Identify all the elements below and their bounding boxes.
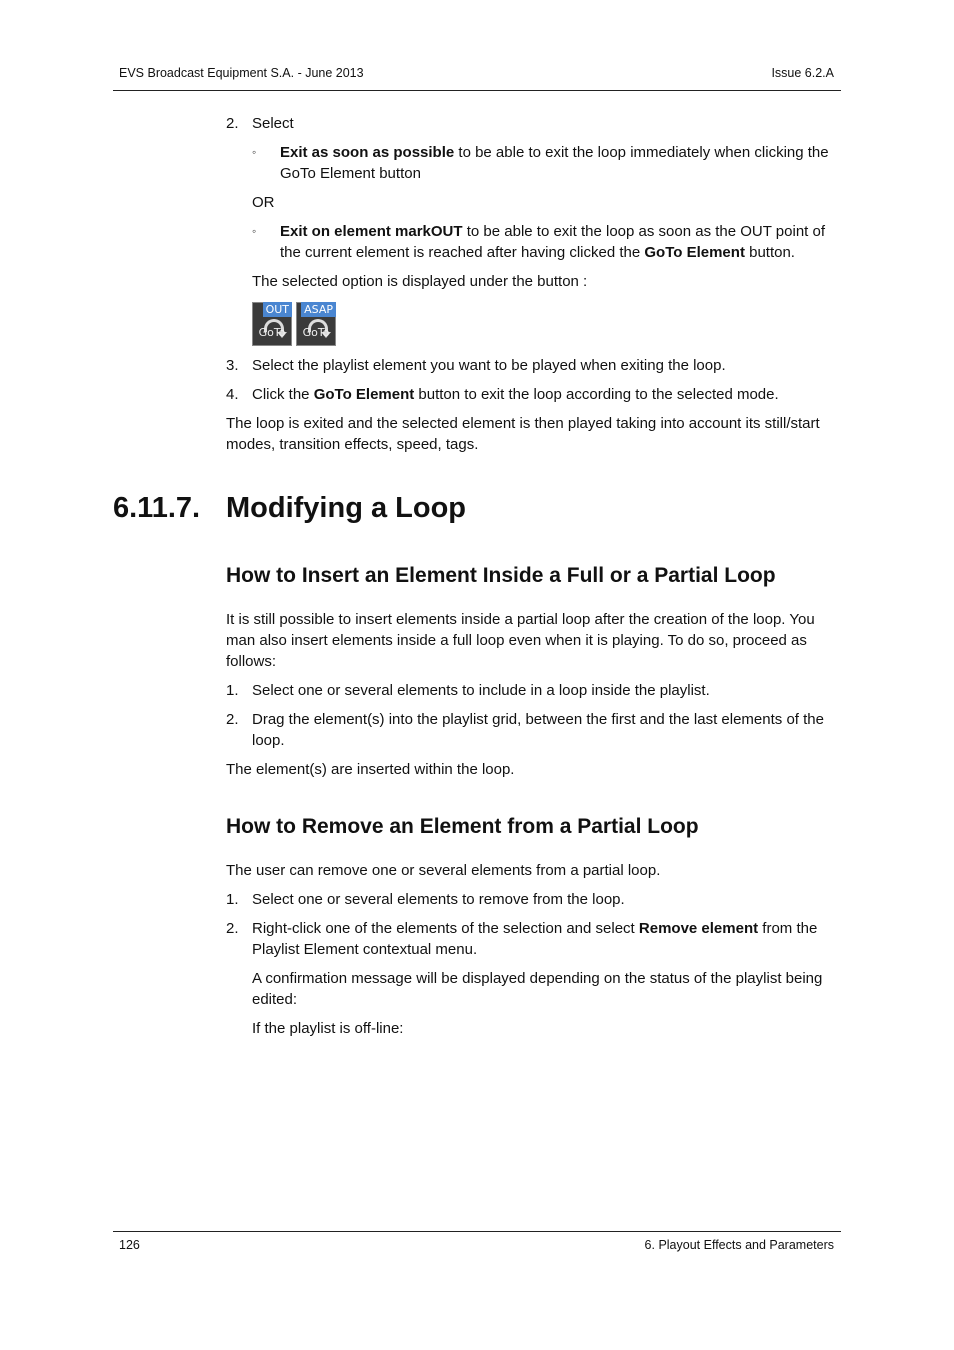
goto-label: GoTo xyxy=(302,326,330,339)
insert-intro: It is still possible to insert elements inside a partial loop after the creation of the loop. You man also insert elements inside a full loop even when it is playing. To do so, proceed as follows: xyxy=(226,611,815,670)
step-2-select: 2. Select xyxy=(226,115,294,132)
section-title: Modifying a Loop xyxy=(226,492,467,524)
goto-label: GoTo xyxy=(258,326,286,339)
remove-intro: The user can remove one or several elements from a partial loop. xyxy=(226,862,661,879)
out-tag: OUT xyxy=(263,302,292,317)
footer-page-number: 126 xyxy=(119,1238,140,1252)
footer-rule xyxy=(113,1231,841,1232)
loop-exit-result: The loop is exited and the selected element is then played taking into account its still/start modes, transition effects, speed, tags. xyxy=(226,415,820,453)
selected-option-note: The selected option is displayed under the button : xyxy=(252,273,588,290)
section-number: 6.11.7. xyxy=(113,492,201,524)
section-remove-element xyxy=(226,814,841,1039)
step-4-click-goto: 4. Click the GoTo Element button to exit the loop according to the selected mode. xyxy=(226,386,779,403)
goto-icons-figure xyxy=(252,302,841,346)
footer-chapter: 6. Playout Effects and Parameters xyxy=(644,1238,834,1252)
insert-step-1: 1. Select one or several elements to include in a loop inside the playlist. xyxy=(226,682,710,699)
remove-step-2: 2. Right-click one of the elements of the selection and select Remove element from the Playlist Element contextual menu. xyxy=(226,920,818,958)
subheading-remove: How to Remove an Element from a Partial Loop xyxy=(226,815,699,838)
section-insert-element xyxy=(226,563,841,780)
bullet-mark: ◦ xyxy=(252,145,257,159)
step-3-select-element: 3. Select the playlist element you want to be played when exiting the loop. xyxy=(226,357,726,374)
remove-step-1: 1. Select one or several elements to remove from the loop. xyxy=(226,891,625,908)
section-exit-loop xyxy=(226,113,841,455)
section-heading-modifying-loop xyxy=(113,490,466,526)
or-text: OR xyxy=(252,194,275,211)
bullet-exit-markout: ◦ Exit on element markOUT to be able to exit the loop as soon as the OUT point of the current element is reached after having clicked the GoTo Element button. xyxy=(252,223,826,261)
header-issue: Issue 6.2.A xyxy=(771,66,834,80)
header-company-date: EVS Broadcast Equipment S.A. - June 2013 xyxy=(119,66,364,80)
goto-out-button-icon xyxy=(252,302,292,346)
confirmation-note: A confirmation message will be displayed depending on the status of the playlist being edited: xyxy=(252,970,823,1008)
insert-result: The element(s) are inserted within the loop. xyxy=(226,761,515,778)
insert-step-2: 2. Drag the element(s) into the playlist grid, between the first and the last elements of the loop. xyxy=(226,711,824,749)
offline-note: If the playlist is off-line: xyxy=(252,1020,404,1037)
asap-tag: ASAP xyxy=(301,302,336,317)
bullet-exit-asap: ◦ Exit as soon as possible to be able to exit the loop immediately when clicking the GoTo Element button xyxy=(252,144,829,182)
header-rule xyxy=(113,90,841,91)
bullet-mark: ◦ xyxy=(252,224,257,238)
subheading-insert: How to Insert an Element Inside a Full or a Partial Loop xyxy=(226,564,776,587)
goto-asap-button-icon xyxy=(296,302,336,346)
